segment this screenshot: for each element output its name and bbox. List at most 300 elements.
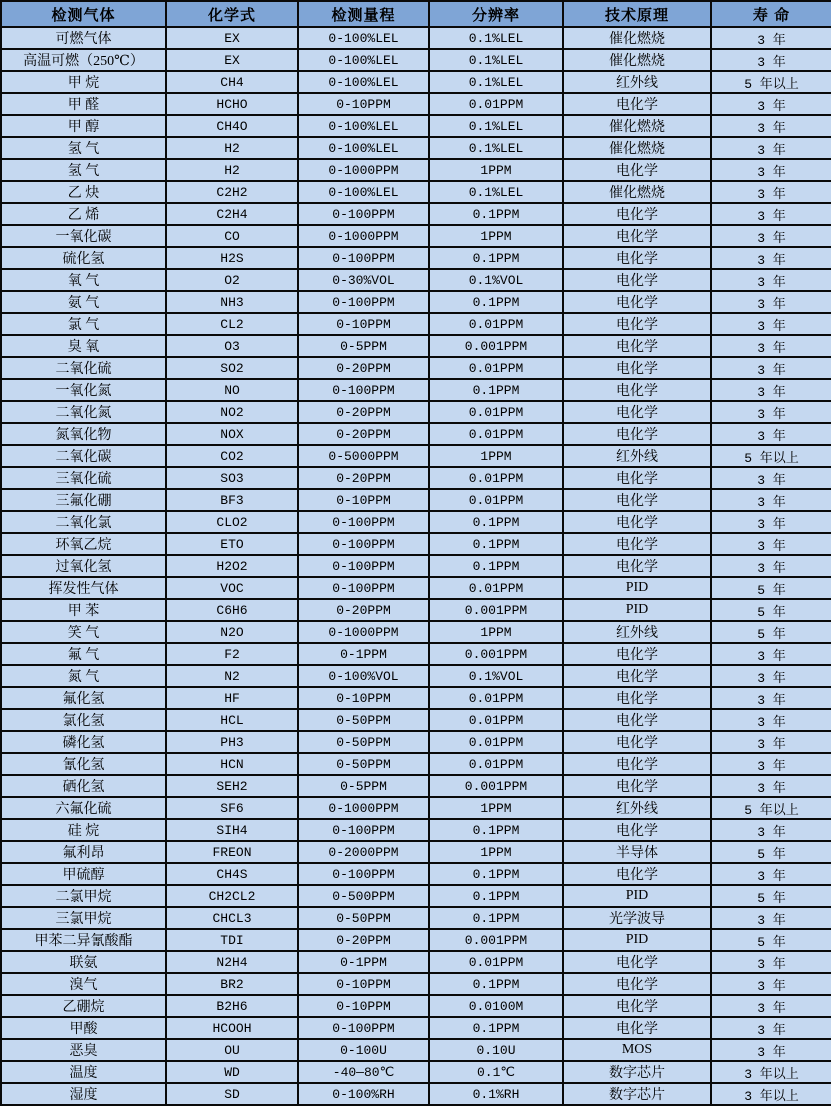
- table-cell: 3 年: [711, 247, 831, 269]
- table-cell: 0-100PPM: [298, 1017, 429, 1039]
- table-cell: C2H2: [166, 181, 298, 203]
- table-cell: 电化学: [563, 423, 711, 445]
- table-cell: B2H6: [166, 995, 298, 1017]
- table-cell: 0.1%LEL: [429, 27, 563, 49]
- table-row: [1, 511, 831, 533]
- table-cell: 3 年: [711, 665, 831, 687]
- table-cell: 电化学: [563, 225, 711, 247]
- table-cell: O2: [166, 269, 298, 291]
- table-cell: 3 年: [711, 863, 831, 885]
- table-cell: 硫化氢: [1, 247, 166, 269]
- table-cell: CL2: [166, 313, 298, 335]
- table-cell: 0.1%LEL: [429, 137, 563, 159]
- table-header: [1, 1, 831, 27]
- table-cell: O3: [166, 335, 298, 357]
- table-cell: 3 年: [711, 115, 831, 137]
- table-cell: 0-100%VOL: [298, 665, 429, 687]
- table-cell: CO2: [166, 445, 298, 467]
- table-cell: 0-1PPM: [298, 643, 429, 665]
- table-row: [1, 203, 831, 225]
- table-cell: 氮 气: [1, 665, 166, 687]
- table-cell: 甲硫醇: [1, 863, 166, 885]
- table-cell: 0-100%LEL: [298, 49, 429, 71]
- table-cell: 0.01PPM: [429, 709, 563, 731]
- table-cell: 六氟化硫: [1, 797, 166, 819]
- table-cell: 0.01PPM: [429, 489, 563, 511]
- table-cell: 0-1000PPM: [298, 621, 429, 643]
- table-cell: 3 年: [711, 753, 831, 775]
- table-cell: 0-10PPM: [298, 489, 429, 511]
- table-cell: 1PPM: [429, 445, 563, 467]
- table-cell: 电化学: [563, 291, 711, 313]
- table-cell: 光学波导: [563, 907, 711, 929]
- table-cell: CHCL3: [166, 907, 298, 929]
- table-cell: 0.1%VOL: [429, 665, 563, 687]
- table-cell: 红外线: [563, 621, 711, 643]
- table-cell: 甲 醛: [1, 93, 166, 115]
- table-cell: CH4O: [166, 115, 298, 137]
- table-cell: 甲苯二异氰酸酯: [1, 929, 166, 951]
- table-cell: 3 年: [711, 819, 831, 841]
- table-cell: SEH2: [166, 775, 298, 797]
- table-cell: 0.01PPM: [429, 577, 563, 599]
- table-cell: 数字芯片: [563, 1083, 711, 1105]
- table-cell: 电化学: [563, 401, 711, 423]
- table-cell: 0.1PPM: [429, 379, 563, 401]
- table-cell: 0.1PPM: [429, 291, 563, 313]
- table-cell: 3 年以上: [711, 1061, 831, 1083]
- table-cell: 催化燃烧: [563, 181, 711, 203]
- table-row: [1, 1039, 831, 1061]
- table-cell: 甲酸: [1, 1017, 166, 1039]
- table-cell: 0.1%RH: [429, 1083, 563, 1105]
- table-cell: PID: [563, 885, 711, 907]
- table-cell: HCL: [166, 709, 298, 731]
- table-cell: 5 年: [711, 599, 831, 621]
- table-cell: 0-100PPM: [298, 819, 429, 841]
- table-cell: BR2: [166, 973, 298, 995]
- table-cell: 氧 气: [1, 269, 166, 291]
- table-cell: 3 年: [711, 27, 831, 49]
- table-cell: 0-20PPM: [298, 357, 429, 379]
- table-cell: 电化学: [563, 247, 711, 269]
- table-cell: CLO2: [166, 511, 298, 533]
- table-cell: 0-500PPM: [298, 885, 429, 907]
- table-cell: 笑 气: [1, 621, 166, 643]
- table-cell: 0-10PPM: [298, 687, 429, 709]
- table-cell: 3 年: [711, 225, 831, 247]
- table-cell: 0-100PPM: [298, 577, 429, 599]
- table-cell: 0-10PPM: [298, 313, 429, 335]
- table-cell: 0.1℃: [429, 1061, 563, 1083]
- table-row: [1, 621, 831, 643]
- table-cell: 0-100%LEL: [298, 115, 429, 137]
- table-row: [1, 973, 831, 995]
- table-cell: 氯化氢: [1, 709, 166, 731]
- table-cell: 5 年: [711, 885, 831, 907]
- table-cell: 电化学: [563, 687, 711, 709]
- table-cell: WD: [166, 1061, 298, 1083]
- table-cell: 3 年: [711, 533, 831, 555]
- table-cell: 3 年: [711, 49, 831, 71]
- table-cell: 0-1PPM: [298, 951, 429, 973]
- table-row: [1, 379, 831, 401]
- table-cell: 电化学: [563, 731, 711, 753]
- table-row: [1, 577, 831, 599]
- table-cell: 3 年: [711, 951, 831, 973]
- table-cell: 3 年: [711, 973, 831, 995]
- table-cell: 0.0100M: [429, 995, 563, 1017]
- table-cell: 一氧化碳: [1, 225, 166, 247]
- table-cell: 0-5000PPM: [298, 445, 429, 467]
- table-cell: 0.01PPM: [429, 313, 563, 335]
- table-cell: 挥发性气体: [1, 577, 166, 599]
- table-cell: 3 年: [711, 291, 831, 313]
- table-cell: 电化学: [563, 555, 711, 577]
- table-row: [1, 269, 831, 291]
- table-cell: 可燃气体: [1, 27, 166, 49]
- table-cell: 电化学: [563, 753, 711, 775]
- table-cell: N2O: [166, 621, 298, 643]
- table-cell: 电化学: [563, 973, 711, 995]
- table-cell: 0.1PPM: [429, 819, 563, 841]
- table-cell: 0-5PPM: [298, 775, 429, 797]
- table-cell: 电化学: [563, 995, 711, 1017]
- table-cell: 0-100%RH: [298, 1083, 429, 1105]
- table-cell: 恶臭: [1, 1039, 166, 1061]
- column-header-resolution: 分辨率: [429, 1, 563, 27]
- table-cell: 半导体: [563, 841, 711, 863]
- table-row: [1, 665, 831, 687]
- table-cell: 电化学: [563, 335, 711, 357]
- table-cell: 0.001PPM: [429, 929, 563, 951]
- table-cell: 3 年: [711, 137, 831, 159]
- table-row: [1, 357, 831, 379]
- table-cell: 3 年: [711, 357, 831, 379]
- table-row: [1, 599, 831, 621]
- table-row: [1, 533, 831, 555]
- table-cell: -40—80℃: [298, 1061, 429, 1083]
- table-cell: 0.1%LEL: [429, 49, 563, 71]
- table-cell: MOS: [563, 1039, 711, 1061]
- table-row: [1, 555, 831, 577]
- table-cell: 催化燃烧: [563, 27, 711, 49]
- table-cell: 3 年: [711, 643, 831, 665]
- table-cell: 电化学: [563, 775, 711, 797]
- table-cell: 5 年: [711, 841, 831, 863]
- table-row: [1, 709, 831, 731]
- table-row: [1, 489, 831, 511]
- table-row: [1, 71, 831, 93]
- table-cell: 0.1%LEL: [429, 71, 563, 93]
- table-cell: CH4: [166, 71, 298, 93]
- table-cell: 3 年: [711, 687, 831, 709]
- table-cell: 0-100%LEL: [298, 71, 429, 93]
- table-cell: 氟化氢: [1, 687, 166, 709]
- table-row: [1, 885, 831, 907]
- table-cell: 3 年: [711, 335, 831, 357]
- table-cell: 5 年: [711, 577, 831, 599]
- table-cell: 一氧化氮: [1, 379, 166, 401]
- table-cell: 0-1000PPM: [298, 797, 429, 819]
- table-cell: 0.01PPM: [429, 951, 563, 973]
- table-cell: 三氯甲烷: [1, 907, 166, 929]
- table-cell: 0-10PPM: [298, 995, 429, 1017]
- table-cell: SF6: [166, 797, 298, 819]
- table-cell: H2: [166, 137, 298, 159]
- table-cell: 0.1%VOL: [429, 269, 563, 291]
- table-cell: 0-100PPM: [298, 203, 429, 225]
- table-cell: SO3: [166, 467, 298, 489]
- table-cell: 3 年: [711, 379, 831, 401]
- table-row: [1, 1083, 831, 1105]
- table-cell: CO: [166, 225, 298, 247]
- table-cell: NO: [166, 379, 298, 401]
- table-cell: 0.1PPM: [429, 555, 563, 577]
- table-cell: 氨 气: [1, 291, 166, 313]
- table-cell: 0-100PPM: [298, 379, 429, 401]
- table-cell: 3 年: [711, 203, 831, 225]
- table-cell: 0-10PPM: [298, 973, 429, 995]
- table-cell: 0.001PPM: [429, 643, 563, 665]
- table-cell: 0.1PPM: [429, 247, 563, 269]
- table-cell: 二氧化硫: [1, 357, 166, 379]
- table-cell: 0-30%VOL: [298, 269, 429, 291]
- table-cell: 电化学: [563, 489, 711, 511]
- table-cell: 5 年以上: [711, 445, 831, 467]
- table-cell: H2S: [166, 247, 298, 269]
- table-row: [1, 49, 831, 71]
- table-row: [1, 159, 831, 181]
- table-row: [1, 335, 831, 357]
- table-cell: 电化学: [563, 467, 711, 489]
- table-cell: 0-50PPM: [298, 731, 429, 753]
- table-cell: HCOOH: [166, 1017, 298, 1039]
- table-cell: 二氧化氯: [1, 511, 166, 533]
- table-row: [1, 731, 831, 753]
- table-cell: 0.001PPM: [429, 775, 563, 797]
- table-cell: 乙 炔: [1, 181, 166, 203]
- table-cell: 数字芯片: [563, 1061, 711, 1083]
- table-cell: PID: [563, 599, 711, 621]
- table-row: [1, 137, 831, 159]
- column-header-formula: 化学式: [166, 1, 298, 27]
- table-cell: 湿度: [1, 1083, 166, 1105]
- table-row: [1, 291, 831, 313]
- table-row: [1, 115, 831, 137]
- table-row: [1, 1061, 831, 1083]
- header-row: [1, 1, 831, 27]
- table-cell: PID: [563, 577, 711, 599]
- table-cell: 3 年: [711, 709, 831, 731]
- column-header-lifespan: 寿 命: [711, 1, 831, 27]
- table-cell: 电化学: [563, 357, 711, 379]
- table-cell: 电化学: [563, 93, 711, 115]
- table-cell: 硅 烷: [1, 819, 166, 841]
- table-cell: 0-100U: [298, 1039, 429, 1061]
- table-cell: 0-20PPM: [298, 599, 429, 621]
- table-cell: 0.01PPM: [429, 753, 563, 775]
- table-row: [1, 401, 831, 423]
- table-cell: 0.01PPM: [429, 731, 563, 753]
- table-cell: 0.001PPM: [429, 599, 563, 621]
- table-cell: 0-20PPM: [298, 467, 429, 489]
- table-cell: 0.01PPM: [429, 93, 563, 115]
- table-cell: 乙 烯: [1, 203, 166, 225]
- table-cell: C2H4: [166, 203, 298, 225]
- table-cell: 5 年: [711, 621, 831, 643]
- table-cell: 硒化氢: [1, 775, 166, 797]
- table-row: [1, 181, 831, 203]
- table-cell: H2O2: [166, 555, 298, 577]
- table-cell: 3 年: [711, 423, 831, 445]
- table-cell: 3 年: [711, 775, 831, 797]
- table-cell: N2H4: [166, 951, 298, 973]
- table-cell: 3 年: [711, 995, 831, 1017]
- table-row: [1, 93, 831, 115]
- table-cell: 氮氧化物: [1, 423, 166, 445]
- table-cell: PID: [563, 929, 711, 951]
- table-cell: 三氟化硼: [1, 489, 166, 511]
- table-row: [1, 863, 831, 885]
- table-cell: 3 年: [711, 269, 831, 291]
- table-cell: 0-5PPM: [298, 335, 429, 357]
- table-cell: 氢 气: [1, 137, 166, 159]
- table-cell: CH2CL2: [166, 885, 298, 907]
- table-cell: 0.1PPM: [429, 863, 563, 885]
- table-cell: 0.001PPM: [429, 335, 563, 357]
- table-row: [1, 951, 831, 973]
- table-cell: 氟 气: [1, 643, 166, 665]
- table-cell: 电化学: [563, 643, 711, 665]
- table-cell: 二氧化碳: [1, 445, 166, 467]
- table-cell: 3 年: [711, 159, 831, 181]
- table-cell: 电化学: [563, 863, 711, 885]
- table-cell: ETO: [166, 533, 298, 555]
- table-row: [1, 27, 831, 49]
- table-cell: 臭 氧: [1, 335, 166, 357]
- table-cell: 0.01PPM: [429, 467, 563, 489]
- table-cell: PH3: [166, 731, 298, 753]
- table-cell: 0-1000PPM: [298, 159, 429, 181]
- table-cell: 3 年: [711, 511, 831, 533]
- table-cell: FREON: [166, 841, 298, 863]
- table-cell: 电化学: [563, 511, 711, 533]
- table-cell: C6H6: [166, 599, 298, 621]
- table-cell: EX: [166, 27, 298, 49]
- table-cell: 氯 气: [1, 313, 166, 335]
- table-cell: 0-20PPM: [298, 401, 429, 423]
- table-cell: 红外线: [563, 797, 711, 819]
- table-cell: NOX: [166, 423, 298, 445]
- table-cell: 电化学: [563, 1017, 711, 1039]
- table-cell: 电化学: [563, 203, 711, 225]
- table-cell: 0-100%LEL: [298, 137, 429, 159]
- table-cell: 0.01PPM: [429, 687, 563, 709]
- table-row: [1, 797, 831, 819]
- table-cell: 电化学: [563, 379, 711, 401]
- table-cell: 催化燃烧: [563, 137, 711, 159]
- table-cell: 0.01PPM: [429, 423, 563, 445]
- table-cell: 二氯甲烷: [1, 885, 166, 907]
- table-cell: 5 年以上: [711, 797, 831, 819]
- table-cell: 乙硼烷: [1, 995, 166, 1017]
- table-cell: 红外线: [563, 445, 711, 467]
- table-row: [1, 995, 831, 1017]
- table-cell: 0.1PPM: [429, 1017, 563, 1039]
- table-row: [1, 643, 831, 665]
- table-cell: 3 年: [711, 467, 831, 489]
- table-cell: 0-100PPM: [298, 533, 429, 555]
- table-cell: 0-100PPM: [298, 247, 429, 269]
- table-cell: 1PPM: [429, 797, 563, 819]
- table-cell: SO2: [166, 357, 298, 379]
- table-cell: 5 年: [711, 929, 831, 951]
- table-cell: 0-100%LEL: [298, 181, 429, 203]
- table-cell: 0-2000PPM: [298, 841, 429, 863]
- table-cell: 催化燃烧: [563, 49, 711, 71]
- table-row: [1, 247, 831, 269]
- table-cell: 0-50PPM: [298, 753, 429, 775]
- table-cell: 3 年: [711, 489, 831, 511]
- table-cell: 3 年: [711, 1017, 831, 1039]
- table-row: [1, 907, 831, 929]
- column-header-range: 检测量程: [298, 1, 429, 27]
- table-cell: 0.10U: [429, 1039, 563, 1061]
- table-cell: 1PPM: [429, 225, 563, 247]
- table-cell: EX: [166, 49, 298, 71]
- table-cell: NH3: [166, 291, 298, 313]
- table-cell: 氰化氢: [1, 753, 166, 775]
- table-cell: 催化燃烧: [563, 115, 711, 137]
- table-cell: 0-20PPM: [298, 423, 429, 445]
- column-header-gas: 检测气体: [1, 1, 166, 27]
- table-cell: 0-100PPM: [298, 863, 429, 885]
- table-cell: 3 年: [711, 93, 831, 115]
- table-cell: N2: [166, 665, 298, 687]
- table-cell: H2: [166, 159, 298, 181]
- table-cell: 电化学: [563, 533, 711, 555]
- table-cell: CH4S: [166, 863, 298, 885]
- table-cell: 甲 醇: [1, 115, 166, 137]
- table-cell: 0-50PPM: [298, 907, 429, 929]
- table-cell: 0.1PPM: [429, 511, 563, 533]
- table-cell: SIH4: [166, 819, 298, 841]
- table-cell: BF3: [166, 489, 298, 511]
- table-cell: 氟利昂: [1, 841, 166, 863]
- table-cell: 1PPM: [429, 621, 563, 643]
- table-cell: HCHO: [166, 93, 298, 115]
- table-row: [1, 687, 831, 709]
- table-cell: 环氧乙烷: [1, 533, 166, 555]
- table-cell: 0-100PPM: [298, 511, 429, 533]
- table-cell: 3 年: [711, 401, 831, 423]
- table-cell: 1PPM: [429, 159, 563, 181]
- table-cell: 3 年: [711, 907, 831, 929]
- table-cell: 0.1PPM: [429, 907, 563, 929]
- table-cell: 0.1%LEL: [429, 115, 563, 137]
- table-cell: 0-100PPM: [298, 555, 429, 577]
- table-cell: 3 年: [711, 313, 831, 335]
- table-row: [1, 225, 831, 247]
- table-cell: 电化学: [563, 709, 711, 731]
- table-row: [1, 313, 831, 335]
- table-row: [1, 445, 831, 467]
- table-row: [1, 929, 831, 951]
- table-cell: 甲 苯: [1, 599, 166, 621]
- column-header-principle: 技术原理: [563, 1, 711, 27]
- table-cell: 3 年以上: [711, 1083, 831, 1105]
